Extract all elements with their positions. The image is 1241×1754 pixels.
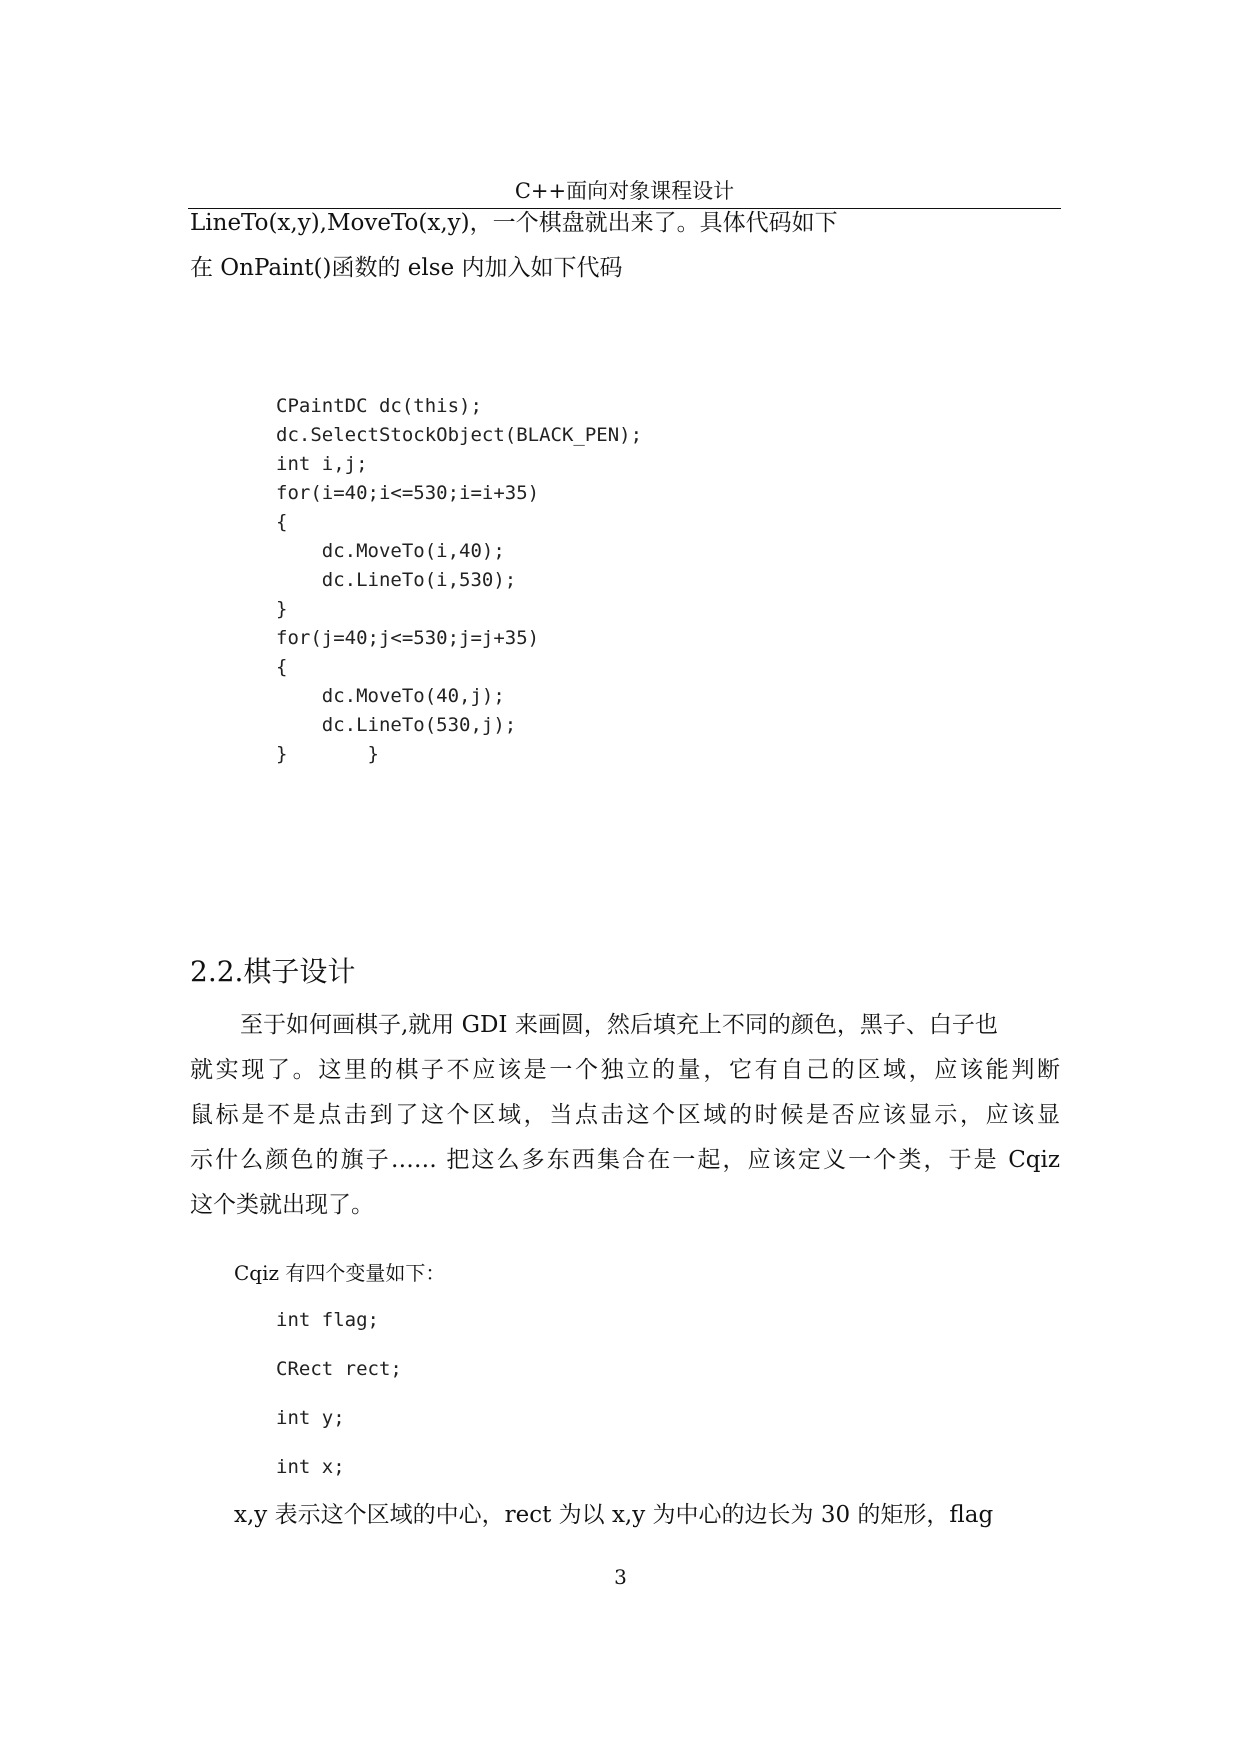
vars-intro: Cqiz 有四个变量如下： — [234, 1261, 446, 1285]
code-line: dc.MoveTo(i,40); — [276, 540, 505, 562]
page-number: 3 — [614, 1565, 627, 1589]
code-line: for(i=40;i<=530;i=i+35) — [276, 482, 540, 504]
paragraph-line: 这个类就出现了。 — [190, 1192, 374, 1218]
paragraph-line: 至于如何画棋子,就用 GDI 来画圆，然后填充上不同的颜色，黑子、白子也 — [240, 1012, 998, 1038]
code-line: dc.MoveTo(40,j); — [276, 685, 505, 707]
var-line: int flag; — [276, 1309, 379, 1331]
code-line: dc.LineTo(i,530); — [276, 569, 517, 591]
code-line: CPaintDC dc(this); — [276, 395, 482, 417]
code-line: } } — [276, 743, 379, 765]
section-heading: 2.2.棋子设计 — [190, 955, 356, 988]
closing-line: x,y 表示这个区域的中心，rect 为以 x,y 为中心的边长为 30 的矩形，flag — [234, 1502, 994, 1528]
var-line: int x; — [276, 1456, 345, 1478]
intro-line-1: LineTo(x,y),MoveTo(x,y)，一个棋盘就出来了。具体代码如下 — [190, 210, 838, 236]
code-line: int i,j; — [276, 453, 368, 475]
code-line: } — [276, 598, 288, 620]
paragraph-line: 示什么颜色的旗子…… 把这么多东西集合在一起，应该定义一个类，于是 Cqiz — [190, 1147, 1060, 1173]
paragraph-line: 就实现了。这里的棋子不应该是一个独立的量，它有自己的区域，应该能判断 — [190, 1057, 1060, 1083]
code-line: dc.LineTo(530,j); — [276, 714, 517, 736]
code-line: { — [276, 656, 288, 678]
intro-line-2: 在 OnPaint()函数的 else 内加入如下代码 — [190, 255, 623, 281]
code-line: { — [276, 511, 288, 533]
code-line: dc.SelectStockObject(BLACK_PEN); — [276, 424, 643, 446]
paragraph-line: 鼠标是不是点击到了这个区域，当点击这个区域的时候是否应该显示，应该显 — [190, 1102, 1060, 1128]
var-line: int y; — [276, 1407, 345, 1429]
var-line: CRect rect; — [276, 1358, 402, 1380]
header-title: C++面向对象课程设计 — [514, 179, 735, 203]
code-line: for(j=40;j<=530;j=j+35) — [276, 627, 540, 649]
